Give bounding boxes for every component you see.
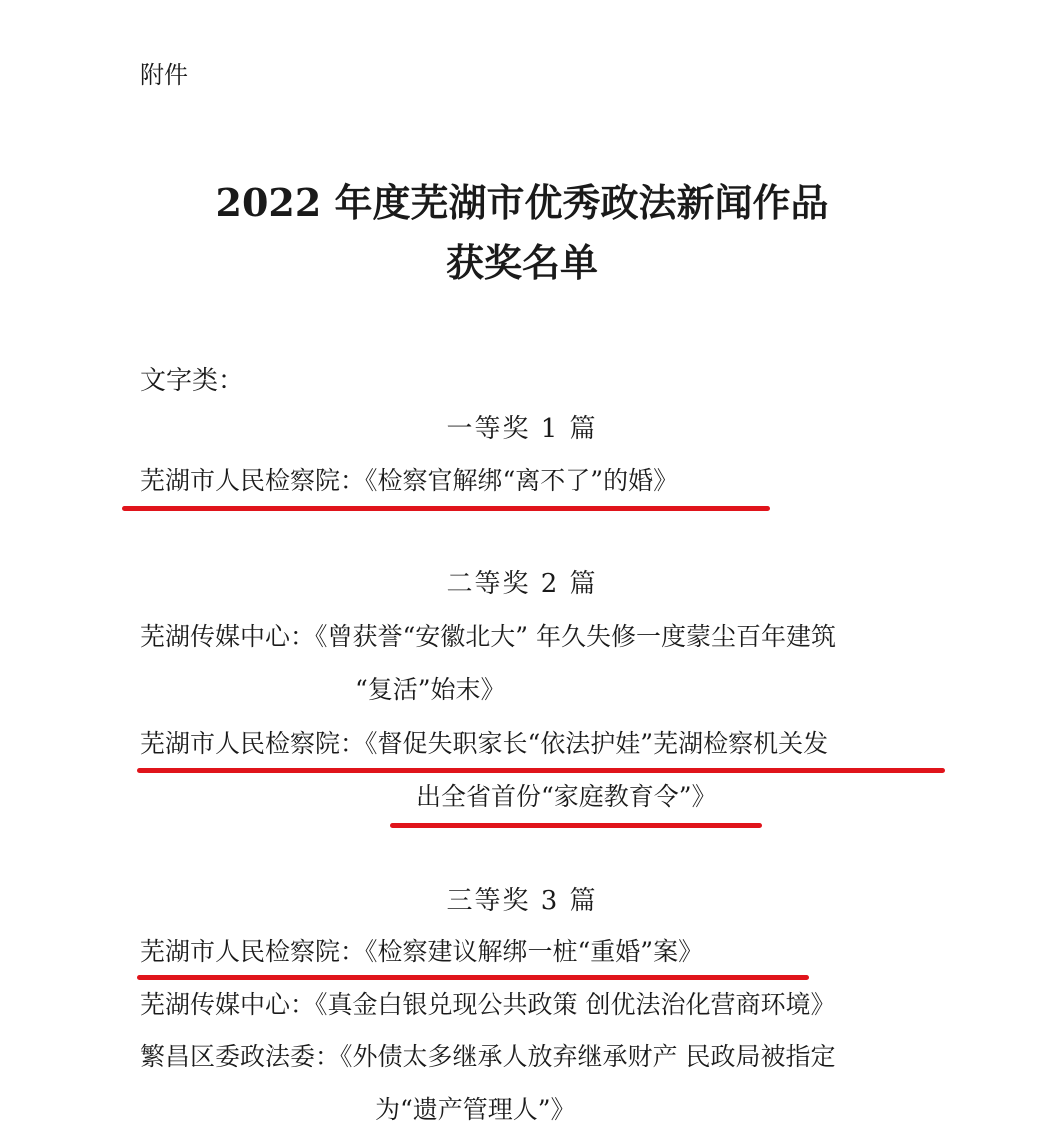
highlight-underline bbox=[122, 506, 770, 511]
entry-line-continuation: 出全省首份“家庭教育令”》 bbox=[416, 782, 717, 811]
category-label: 文字类： bbox=[140, 366, 245, 396]
highlight-underline bbox=[390, 823, 762, 828]
third-prize-heading: 三等奖 3 篇 bbox=[446, 886, 598, 916]
document-title-line2: 获奖名单 bbox=[445, 240, 598, 285]
entry-line-continuation: 为“遗产管理人”》 bbox=[375, 1095, 576, 1124]
document-title: 2022 年度芜湖市优秀政法新闻作品 bbox=[215, 180, 829, 225]
third-prize-entry-2: 芜湖传媒中心：《真金白银兑现公共政策 创优法治化营商环境》 bbox=[140, 990, 836, 1019]
second-prize-entry-1 bbox=[140, 610, 960, 716]
entry-line: 芜湖传媒中心：《曾获誉“安徽北大” 年久失修一度蒙尘百年建筑 bbox=[140, 622, 837, 651]
first-prize-entry-1: 芜湖市人民检察院：《检察官解绑“离不了”的婚》 bbox=[140, 466, 679, 495]
third-prize-entry-1: 芜湖市人民检察院：《检察建议解绑一桩“重婚”案》 bbox=[140, 937, 704, 966]
third-prize-entry-3 bbox=[140, 1030, 960, 1136]
entry-line: 芜湖市人民检察院：《督促失职家长“依法护娃”芜湖检察机关发 bbox=[140, 729, 829, 758]
first-prize-heading: 一等奖 1 篇 bbox=[446, 414, 598, 444]
entry-line: 繁昌区委政法委：《外债太多继承人放弃继承财产 民政局被指定 bbox=[140, 1042, 836, 1071]
entry-line-continuation: “复活”始末》 bbox=[355, 675, 506, 704]
second-prize-heading: 二等奖 2 篇 bbox=[446, 569, 598, 599]
highlight-underline bbox=[137, 768, 945, 773]
attachment-label: 附件 bbox=[140, 61, 188, 89]
